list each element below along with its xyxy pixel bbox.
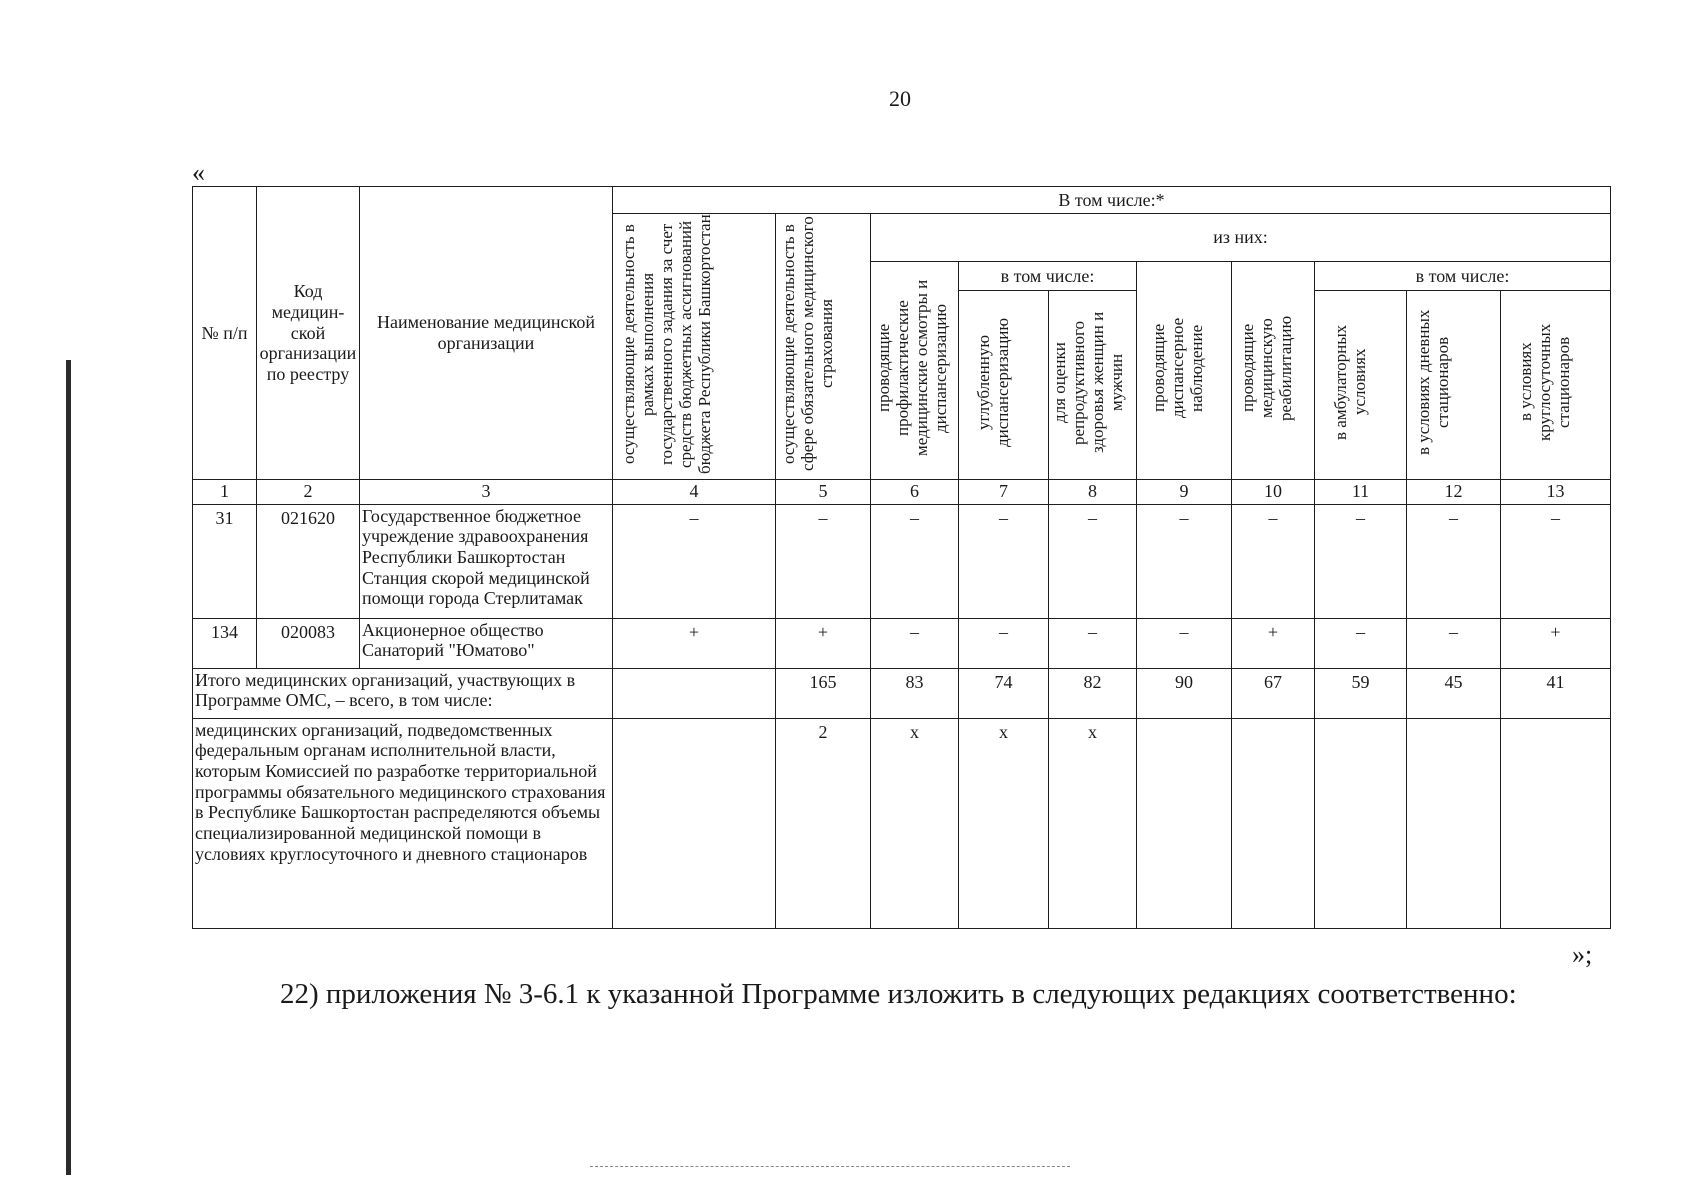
row-name: Государственное бюджетное учреждение здравоохранения Республики Башкортостан Станция скорой медицинской помощи города Стерлитамак	[360, 504, 613, 618]
row-cell: +	[613, 618, 776, 668]
header-col13-text: в условиях круглосуточных стационаров	[1515, 323, 1573, 442]
federal-cell	[1137, 718, 1232, 928]
header-col9-text: проводящие диспансерное наблюдение	[1149, 317, 1207, 419]
row-cell: +	[1501, 618, 1611, 668]
col-number: 1	[193, 479, 257, 504]
header-col12	[1407, 290, 1501, 479]
header-num: № п/п	[193, 187, 257, 480]
row-code: 021620	[257, 504, 360, 618]
total-cell: 45	[1407, 668, 1501, 718]
row-cell: –	[1137, 618, 1232, 668]
row-name: Акционерное общество Санаторий "Юматово"	[360, 618, 613, 668]
federal-cell: х	[1049, 718, 1137, 928]
total-cell: 67	[1232, 668, 1315, 718]
total-cell: 90	[1137, 668, 1232, 718]
col-number: 3	[360, 479, 613, 504]
header-including-sub-b: в том числе:	[1315, 262, 1611, 291]
header-col8-text: для оценки репродуктивного здоровья женщин и мужчин	[1049, 311, 1126, 454]
header-col4-text: осуществляющие деятельность в рамках выполнения государственного задания за счет средств бюджетных ассигнований бюджета Республики Башкортостан	[619, 214, 715, 474]
total-row	[193, 668, 1611, 718]
col-number: 10	[1232, 479, 1315, 504]
margin-scan-line	[66, 360, 71, 1175]
total-cell: 82	[1049, 668, 1137, 718]
row-cell: –	[959, 504, 1049, 618]
federal-cell: х	[959, 718, 1049, 928]
col-number: 5	[776, 479, 871, 504]
total-cell: 74	[959, 668, 1049, 718]
federal-row	[193, 718, 1611, 928]
row-cell: –	[1407, 504, 1501, 618]
row-cell: –	[1315, 504, 1407, 618]
col-number: 6	[871, 479, 959, 504]
column-numbers-row	[193, 479, 1611, 504]
federal-cell: х	[871, 718, 959, 928]
total-cell: 83	[871, 668, 959, 718]
federal-cell	[613, 718, 776, 928]
row-cell: +	[776, 618, 871, 668]
table-row	[193, 618, 1611, 668]
row-cell: +	[1232, 618, 1315, 668]
header-col4	[613, 214, 776, 480]
row-cell: –	[1049, 618, 1137, 668]
federal-cell	[1315, 718, 1407, 928]
total-cell: 41	[1501, 668, 1611, 718]
header-col9	[1137, 262, 1232, 480]
header-col5-text: осуществляющие деятельность в сфере обязательного медицинского страхования	[779, 216, 837, 472]
table-row	[193, 504, 1611, 618]
closing-quote: »;	[1572, 940, 1593, 969]
header-col13	[1501, 290, 1611, 479]
col-number: 12	[1407, 479, 1501, 504]
row-num: 134	[193, 618, 257, 668]
total-label: Итого медицинских организаций, участвующих в Программе ОМС, – всего, в том числе:	[193, 668, 613, 718]
opening-quote: «	[192, 158, 205, 187]
row-cell: –	[1232, 504, 1315, 618]
col-number: 7	[959, 479, 1049, 504]
header-col6	[871, 262, 959, 480]
col-number: 4	[613, 479, 776, 504]
total-cell: 165	[776, 668, 871, 718]
header-col11-text: в амбулаторных условиях	[1330, 324, 1369, 440]
total-cell	[613, 668, 776, 718]
federal-cell	[1501, 718, 1611, 928]
header-name: Наименование медицинской организации	[360, 187, 613, 480]
header-including-sub-a: в том числе:	[959, 262, 1137, 291]
col-number: 11	[1315, 479, 1407, 504]
col-number: 8	[1049, 479, 1137, 504]
header-col5	[776, 214, 871, 480]
header-of-them: из них:	[871, 214, 1611, 262]
col-number: 13	[1501, 479, 1611, 504]
page-number: 20	[889, 86, 911, 111]
header-col8	[1049, 290, 1137, 479]
row-cell: –	[1315, 618, 1407, 668]
total-cell: 59	[1315, 668, 1407, 718]
row-num: 31	[193, 504, 257, 618]
row-code: 020083	[257, 618, 360, 668]
header-code: Код медицин-ской организации по реестру	[257, 187, 360, 480]
col-number: 9	[1137, 479, 1232, 504]
footer-paragraph: 22) приложения № 3-6.1 к указанной Программе изложить в следующих редакциях соответственно:	[280, 978, 1517, 1010]
row-cell: –	[871, 504, 959, 618]
header-col7-text: углубленную диспансеризацию	[973, 317, 1012, 447]
federal-cell: 2	[776, 718, 871, 928]
row-cell: –	[1407, 618, 1501, 668]
header-col10	[1232, 262, 1315, 480]
row-cell: –	[776, 504, 871, 618]
federal-cell	[1232, 718, 1315, 928]
scan-artifact-line	[590, 1166, 1070, 1167]
header-col6-text: проводящие профилактические медицинские осмотры и диспансеризацию	[873, 279, 950, 457]
row-cell: –	[1501, 504, 1611, 618]
row-cell: –	[1137, 504, 1232, 618]
header-including: В том числе:*	[613, 187, 1611, 214]
col-number: 2	[257, 479, 360, 504]
header-col10-text: проводящие медицинскую реабилитацию	[1238, 315, 1296, 421]
federal-label: медицинских организаций, подведомственных федеральным органам исполнительной власти, которым Комиссией по разработке территориальной программы обязательного медицинского страхования в Республике Башкортостан распределяются объемы специализированной медицинской помощи в условиях круглосуточного и дневного стационаров	[193, 718, 613, 928]
organizations-table	[192, 186, 1611, 929]
row-cell: –	[613, 504, 776, 618]
row-cell: –	[959, 618, 1049, 668]
row-cell: –	[871, 618, 959, 668]
federal-cell	[1407, 718, 1501, 928]
header-col7	[959, 290, 1049, 479]
header-col12-text: в условиях дневных стационаров	[1413, 309, 1452, 456]
header-col11	[1315, 290, 1407, 479]
row-cell: –	[1049, 504, 1137, 618]
